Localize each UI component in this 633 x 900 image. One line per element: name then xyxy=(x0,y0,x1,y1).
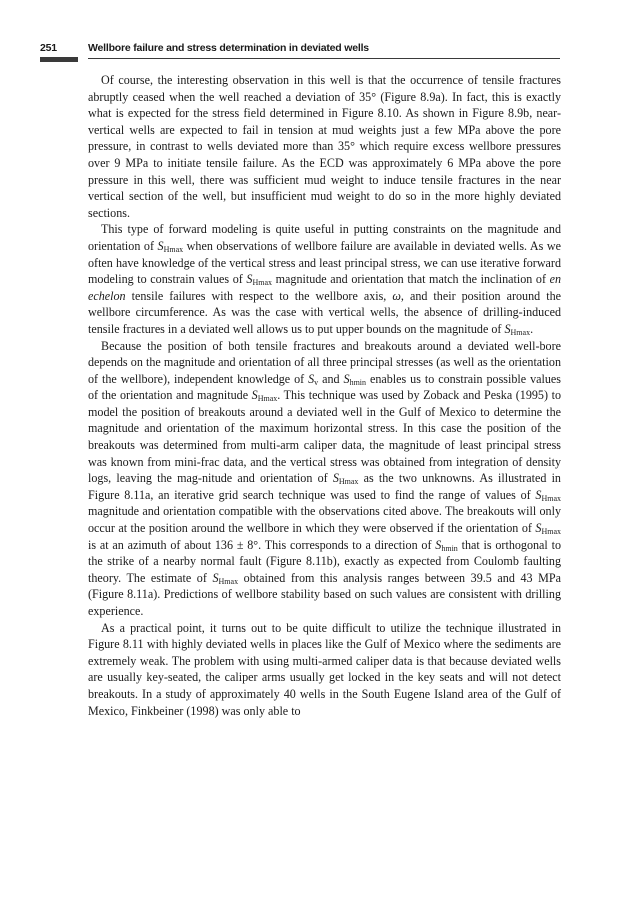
shmin-symbol: $S_{hmin}$ xyxy=(435,537,458,553)
running-header xyxy=(40,42,560,62)
shmax-symbol: $S_{Hmax}$ xyxy=(212,570,239,586)
body-text xyxy=(88,72,561,719)
omega-symbol: ω xyxy=(392,288,401,303)
shmax-symbol: $S_{Hmax}$ xyxy=(332,471,359,487)
shmax-symbol: $S_{Hmax}$ xyxy=(157,238,184,254)
header-rule xyxy=(88,58,560,59)
page-number-bar xyxy=(40,57,78,62)
shmax-symbol: $S_{Hmax}$ xyxy=(535,487,561,503)
shmin-symbol: $S_{hmin}$ xyxy=(343,371,367,387)
shmax-symbol: $S_{Hmax}$ xyxy=(251,388,278,404)
emphasis-en-echelon: en echelon xyxy=(88,272,561,303)
page-number: 251 xyxy=(40,42,57,54)
paragraph-2: This type of forward modeling is quite useful in putting constraints on the magnitude and orientation of $S_{Hmax}$ when observations of wellbore failure are available in deviated wells. As we often have knowledge of the vertical stress and least principal stress, we can use iterative forward modeling to constrain values of $S_{Hmax}$ magnitude and orientation that match the inclination of en echelon tensile failures with respect to the wellbore axis, ω, and their position around the wellbore circumference. As was the case with vertical wells, the absence of drilling-induced tensile fractures in a deviated well allows us to put upper bounds on the magnitude of $S_{Hmax}$. xyxy=(88,222,561,337)
paragraph-4: As a practical point, it turns out to be quite difficult to utilize the technique illustrated in Figure 8.11 with highly deviated wells in places like the Gulf of Mexico where the sediments are extremely weak. The problem with using multi-armed caliper data is that because deviated wells are usually key-seated, the caliper arms usually get locked in the key seats and will not detect breakouts. In a study of approximately 40 wells in the South Eugene Island area of the Gulf of Mexico, Finkbeiner (1998) was only able to xyxy=(88,620,561,718)
paragraph-3: Because the position of both tensile fractures and breakouts around a deviated well-bore depends on the magnitude and orientation of all three principal stresses (as well as the orientation of the wellbore), independent knowledge of $S_v$ and $S_{hmin}$ enables us to constrain possible values of the orientation and magnitude $S_{Hmax}$. This technique was used by Zoback and Peska (1995) to model the position of breakouts around a deviated well in the Gulf of Mexico to determine the magnitude and orientation of the maximum horizontal stress. In this case the position of the breakouts was determined from multi-arm caliper data, the magnitude of least principal stress was known from mini-frac data, and the vertical stress was obtained from integration of density logs, leaving the mag-nitude and orientation of $S_{Hmax}$ as the two unknowns. As illustrated in Figure 8.11a, an iterative grid search technique was used to find the range of values of $S_{Hmax}$ magnitude and orientation compatible with the observations cited above. The breakouts will only occur at the position around the wellbore in which they were observed if the orientation of $S_{Hmax}$ is at an azimuth of about 136 ± 8°. This corresponds to a direction of $S_{hmin}$ that is orthogonal to the strike of a nearby normal fault (Figure 8.11b), exactly as expected from Coulomb faulting theory. The estimate of $S_{Hmax}$ obtained from this analysis ranges between 39.5 and 43 MPa (Figure 8.11a). Predictions of wellbore stability based on such values are consistent with drilling experience. xyxy=(88,338,562,618)
shmax-symbol: $S_{Hmax}$ xyxy=(535,521,561,537)
running-title: Wellbore failure and stress determination in deviated wells xyxy=(88,42,369,54)
paragraph-1: Of course, the interesting observation in this well is that the occurrence of tensile fractures abruptly ceased when the well reached a deviation of 35° (Figure 8.9a). In fact, this is exactly what is expected for the stress field determined in Figure 8.10. As shown in Figure 8.9b, near-vertical wells are expected to fail in tension at mud weights just a few MPa above the pore pressure, in contrast to wells deviated more than 35° which require excess wellbore pressures over 9 MPa to initiate tensile failure. As the ECD was approximately 6 MPa above the pore pressure in this well, there was sufficient mud weight to induce tensile fractures in the near vertical section of the well, but insufficient mud weight to do so in the more highly deviated sections. xyxy=(88,73,561,220)
shmax-symbol: $S_{Hmax}$ xyxy=(246,272,273,288)
sv-symbol: $S_v$ xyxy=(308,371,319,387)
shmax-symbol: $S_{Hmax}$ xyxy=(504,321,531,337)
